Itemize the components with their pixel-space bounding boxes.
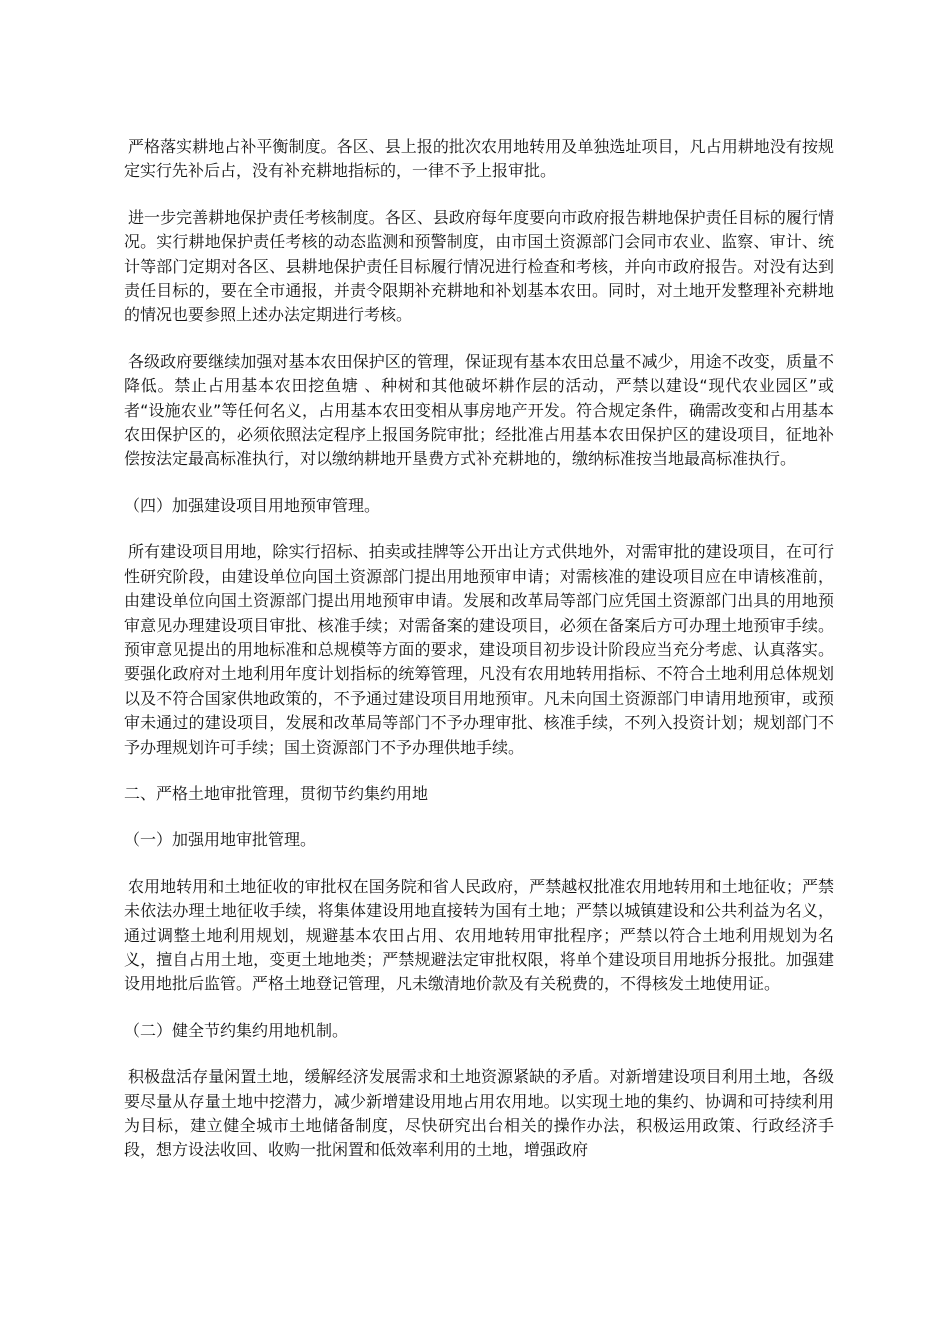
section-heading-approval-management: （一）加强用地审批管理。 [124, 830, 317, 850]
paragraph-farmland-balance: 严格落实耕地占补平衡制度。各区、县上报的批次农用地转用及单独选址项目，凡占用耕地没有按规定实行先补后占，没有补充耕地指标的，一律不予上报审批。 [124, 137, 834, 181]
paragraph-intensive-use: 积极盘活存量闲置土地，缓解经济发展需求和土地资源紧缺的矛盾。对新增建设项目利用土地，各级要尽量从存量土地中挖潜力，减少新增建设用地占用农用地。以实现土地的集约、协调和可持续利用为目标，建立健全城市土地储备制度，尽快研究出台相关的操作办法，积极运用政策、行政经济手段，想方设法收回、收购一批闲置和低效率利用的土地，增强政府 [124, 1067, 834, 1160]
paragraph-responsibility-assessment: 进一步完善耕地保护责任考核制度。各区、县政府每年度要向市政府报告耕地保护责任目标的履行情况。实行耕地保护责任考核的动态监测和预警制度，由市国土资源部门会同市农业、监察、审计、统计等部门定期对各区、县耕地保护责任目标履行情况进行检查和考核，并向市政府报告。对没有达到责任目标的，要在全市通报，并责令限期补充耕地和补划基本农田。同时，对土地开发整理补充耕地的情况也要参照上述办法定期进行考核。 [124, 207, 834, 325]
section-heading-preaudit: （四）加强建设项目用地预审管理。 [124, 495, 381, 515]
paragraph-basic-farmland-protection: 各级政府要继续加强对基本农田保护区的管理，保证现有基本农田总量不减少，用途不改变，质量不降低。禁止占用基本农田挖鱼塘 、种树和其他破坏耕作层的活动，严禁以建设“现代农业园区”或者“设施农业”等任何名义，占用基本农田变相从事房地产开发。符合规定条件，确需改变和占用基本农田保护区的，必须依照法定程序上报国务院审批；经批准占用基本农田保护区的建设项目，征地补偿按法定最高标准执行，对以缴纳耕地开垦费方式补充耕地的，缴纳标准按当地最高标准执行。 [124, 351, 834, 469]
paragraph-approval-management: 农用地转用和土地征收的审批权在国务院和省人民政府，严禁越权批准农用地转用和土地征收；严禁未依法办理土地征收手续，将集体建设用地直接转为国有土地；严禁以城镇建设和公共利益为名义，通过调整土地利用规划，规避基本农田占用、农用地转用审批程序；严禁以符合土地利用规划为名义，擅自占用土地，变更土地地类；严禁规避法定审批权限，将单个建设项目用地拆分报批。加强建设用地批后监管。严格土地登记管理，凡未缴清地价款及有关税费的，不得核发土地使用证。 [124, 876, 834, 994]
section-heading-intensive-use: （二）健全节约集约用地机制。 [124, 1020, 349, 1040]
document-body [124, 135, 834, 1185]
chapter-heading-land-approval: 二、严格土地审批管理，贯彻节约集约用地 [124, 783, 429, 803]
paragraph-preaudit-management: 所有建设项目用地，除实行招标、拍卖或挂牌等公开出让方式供地外，对需审批的建设项目，在可行性研究阶段，由建设单位向国土资源部门提出用地预审申请；对需核准的建设项目应在申请核准前，由建设单位向国土资源部门提出用地预审申请。发展和改革局等部门应凭国土资源部门出具的用地预审意见办理建设项目审批、核准手续；对需备案的建设项目，必须在备案后方可办理土地预审手续。预审意见提出的用地标准和总规模等方面的要求，建设项目初步设计阶段应当充分考虑、认真落实。要强化政府对土地利用年度计划指标的统筹管理，凡没有农用地转用指标、不符合土地利用总体规划以及不符合国家供地政策的，不予通过建设项目用地预审。凡未向国土资源部门申请用地预审，或预审未通过的建设项目，发展和改革局等部门不予办理审批、核准手续，不列入投资计划；规划部门不予办理规划许可手续；国土资源部门不予办理供地手续。 [124, 542, 834, 757]
